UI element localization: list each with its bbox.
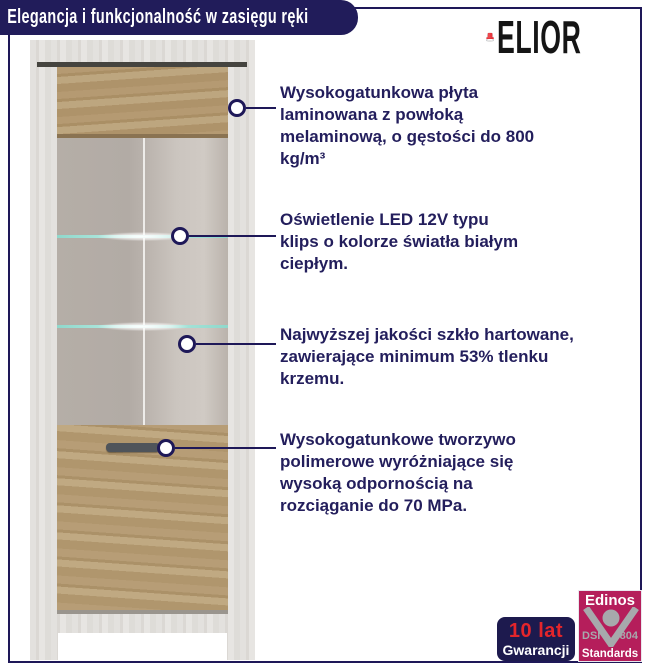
annotation-line: wysoką odpornością na bbox=[280, 474, 473, 493]
annotation-laminate bbox=[280, 82, 636, 170]
leader-line-polymer bbox=[175, 447, 276, 449]
annotation-led bbox=[280, 209, 636, 275]
door-bottom-shadow bbox=[57, 610, 228, 614]
leader-line-laminate bbox=[246, 107, 276, 109]
annotation-line: klips o kolorze światła białym bbox=[280, 232, 519, 251]
warranty-years: 10 lat bbox=[508, 619, 564, 642]
cabinet-leg-gap bbox=[58, 633, 227, 660]
annotation-line: Wysokogatunkowa płyta bbox=[280, 83, 479, 102]
callout-dot-laminate bbox=[228, 99, 246, 117]
annotation-line: ciepłym. bbox=[280, 254, 349, 273]
cabinet-oak-top-panel bbox=[57, 67, 228, 138]
edinos-badge bbox=[578, 590, 642, 662]
banner-title: Elegancja i funkcjonalność w zasięgu ręki bbox=[7, 6, 309, 28]
led-light-lower bbox=[98, 322, 188, 331]
door-handle bbox=[106, 443, 160, 452]
header-banner bbox=[0, 0, 358, 35]
annotation-line: Najwyższej jakości szkło hartowane, bbox=[280, 325, 574, 344]
brand-logo bbox=[485, 8, 643, 66]
brand-name: ELIOR bbox=[497, 11, 582, 63]
annotation-line: polimerowe wyróżniające się bbox=[280, 452, 514, 471]
red-chair-icon bbox=[485, 9, 495, 65]
edinos-standards-label: Standards bbox=[581, 648, 639, 660]
annotation-line: zawierające minimum 53% tlenku bbox=[280, 347, 549, 366]
annotation-line: Wysokogatunkowe tworzywo bbox=[280, 430, 516, 449]
annotation-line: kg/m³ bbox=[280, 149, 326, 168]
cabinet-glass-door bbox=[57, 138, 228, 425]
cabinet-illustration bbox=[30, 40, 255, 660]
warranty-label: Gwarancji bbox=[502, 641, 570, 658]
leader-line-led bbox=[189, 235, 276, 237]
callout-dot-polymer bbox=[157, 439, 175, 457]
annotation-line: laminowana z powłoką bbox=[280, 105, 464, 124]
edinos-dsi-label: DSI bbox=[582, 630, 601, 642]
edinos-brand: Edinos bbox=[584, 592, 635, 609]
annotation-line: melaminową, o gęstości do 800 bbox=[280, 127, 535, 146]
glass-door-divider bbox=[143, 138, 145, 425]
leader-line-glass bbox=[196, 343, 276, 345]
annotation-glass bbox=[280, 324, 636, 390]
annotation-polymer bbox=[280, 429, 636, 517]
callout-dot-glass bbox=[178, 335, 196, 353]
annotation-line: Oświetlenie LED 12V typu bbox=[280, 210, 489, 229]
warranty-badge bbox=[497, 617, 575, 661]
callout-dot-led bbox=[171, 227, 189, 245]
annotation-line: rozciąganie do 70 MPa. bbox=[280, 496, 468, 515]
cabinet-oak-bottom-door bbox=[57, 425, 228, 610]
edinos-804-label: 804 bbox=[619, 630, 638, 642]
annotation-line: krzemu. bbox=[280, 369, 345, 388]
